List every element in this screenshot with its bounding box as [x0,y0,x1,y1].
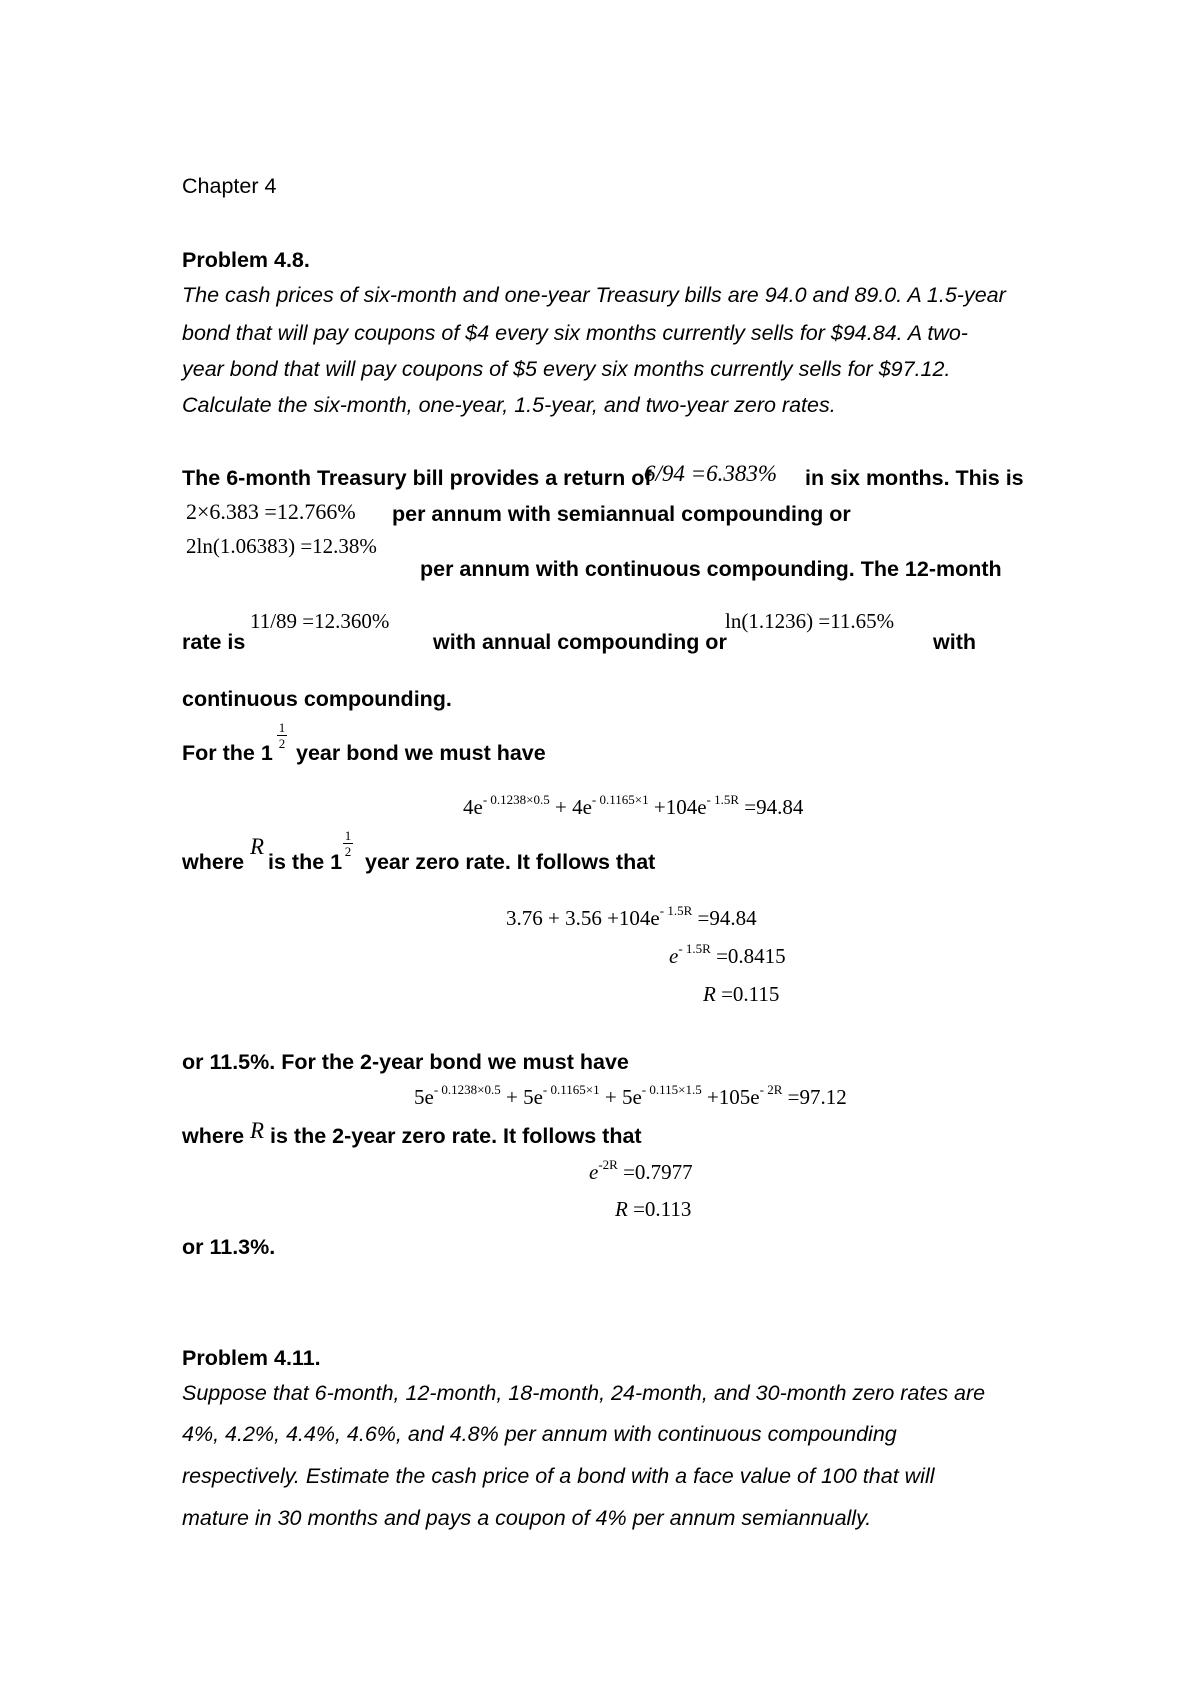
eq-term: + 4e [555,795,592,819]
math-variable: R [250,1118,265,1143]
math-variable: R [250,834,265,859]
eq-exponent: - 0.1238×0.5 [482,792,550,807]
problem-4-11-question-line: 4%, 4.2%, 4.4%, 4.6%, and 4.8% per annum with continuous compounding [182,1422,897,1446]
math-expression: 11/89 =12.360% [250,609,390,633]
eq-term: R [703,982,716,1006]
answer-text: per annum with semiannual compounding or [392,502,851,526]
eq-exponent: - 0.1165×1 [542,1082,600,1097]
eq-term: =0.115 [721,982,780,1006]
fraction-numerator: 1 [344,828,352,843]
fraction-denominator: 2 [344,844,352,859]
answer-text: per annum with continuous compounding. The 12-month [420,557,1002,581]
eq-term: =0.113 [633,1197,692,1221]
answer-text: is the 2-year zero rate. It follows that [270,1124,642,1148]
eq-term: e [669,944,679,968]
eq-exponent: - 0.1238×0.5 [433,1082,501,1097]
fraction-one-half [277,721,287,750]
equation-bond-2y [414,1082,847,1109]
answer-text: where [182,1124,245,1148]
problem-4-8-question-line: Calculate the six-month, one-year, 1.5-year, and two-year zero rates. [182,393,836,417]
eq-term: + 5e [506,1085,543,1109]
answer-text: with [933,630,976,654]
equation-step [669,941,786,968]
eq-term: + 5e [604,1085,642,1109]
eq-exponent: - 1.5R [678,941,711,956]
eq-exponent: - 0.115×1.5 [641,1082,702,1097]
answer-text: is the 1 [268,850,343,874]
answer-text: year bond we must have [296,741,546,765]
math-expression: ln(1.1236) =11.65% [725,609,895,633]
equation-bond-1-5y [463,792,804,819]
eq-exponent: - 1.5R [706,792,740,807]
answer-text: For the 1 [182,741,273,765]
problem-4-11-question-line: mature in 30 months and pays a coupon of 4% per annum semiannually. [182,1506,872,1530]
fraction-one-half [343,829,353,858]
eq-exponent: - 2R [759,1082,783,1097]
eq-exponent: -2R [598,1157,618,1172]
equation-step [589,1157,693,1184]
answer-text: or 11.3%. [182,1235,276,1259]
eq-term: 5e [414,1085,434,1109]
eq-term: 4e [463,795,483,819]
problem-4-11-question-line: Suppose that 6-month, 12-month, 18-month, 24-month, and 30-month zero rates are [182,1381,986,1405]
problem-4-8-question-line: bond that will pay coupons of $4 every six months currently sells for $94.84. A two- [182,321,968,345]
eq-term: =0.8415 [716,944,786,968]
eq-term: =97.12 [787,1085,847,1109]
equation-step [703,982,779,1006]
answer-text: in six months. This is [805,466,1024,490]
chapter-heading: Chapter 4 [182,174,277,198]
answer-text: year zero rate. It follows that [365,850,656,874]
answer-text: The 6-month Treasury bill provides a return of [182,466,652,490]
fraction-denominator: 2 [278,736,286,751]
problem-4-8-title: Problem 4.8. [182,248,310,272]
math-expression: 6/94 =6.383% [644,461,778,486]
equation-step [506,903,757,930]
eq-term: 3.76 + 3.56 +104e [506,906,660,930]
eq-term: +105e [706,1085,760,1109]
eq-exponent: - 0.1165×1 [591,792,649,807]
answer-text: rate is [182,630,246,654]
problem-4-11-question-line: respectively. Estimate the cash price of a bond with a face value of 100 that will [182,1464,935,1488]
answer-text: or 11.5%. For the 2-year bond we must have [182,1050,629,1074]
answer-text: continuous compounding. [182,687,452,711]
problem-4-8-question-line: The cash prices of six-month and one-year Treasury bills are 94.0 and 89.0. A 1.5-year [182,283,1006,307]
problem-4-8-question-line: year bond that will pay coupons of $5 every six months currently sells for $97.12. [182,357,951,381]
answer-text: where [182,850,245,874]
eq-term: +104e [653,795,707,819]
eq-term: e [589,1160,599,1184]
eq-term: =94.84 [697,906,757,930]
math-expression: 2ln(1.06383) =12.38% [186,534,377,558]
fraction-numerator: 1 [278,720,286,735]
eq-term: =94.84 [744,795,804,819]
math-expression: 2×6.383 =12.766% [186,499,356,524]
eq-term: =0.7977 [623,1160,693,1184]
answer-text: with annual compounding or [433,630,727,654]
equation-step [615,1197,691,1221]
eq-term: R [615,1197,628,1221]
problem-4-11-title: Problem 4.11. [182,1346,321,1370]
eq-exponent: - 1.5R [659,903,693,918]
